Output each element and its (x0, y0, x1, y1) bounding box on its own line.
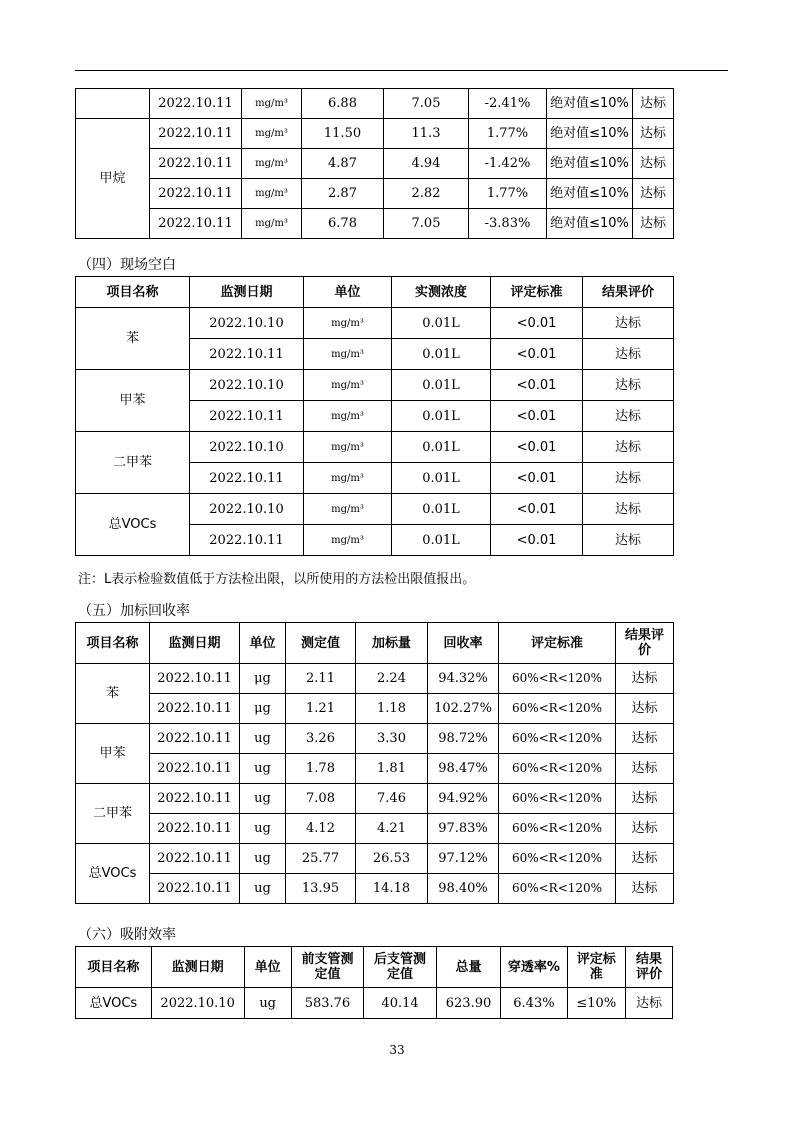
table-row (76, 664, 674, 694)
section-title: （五）加标回收率 (78, 603, 190, 619)
recovery-cell: 98.72% (428, 724, 499, 754)
unit-cell: ug (240, 724, 286, 754)
result-cell: 达标 (583, 308, 674, 339)
column-header: 项目名称 (76, 277, 190, 308)
date-cell: 2022.10.10 (190, 432, 304, 463)
value-cell: 2.82 (384, 179, 469, 209)
result-cell: 达标 (625, 988, 672, 1019)
value-cell: 2.87 (302, 179, 384, 209)
item-name-cell: 总VOCs (76, 844, 150, 904)
value-cell: 0.01L (392, 401, 491, 432)
value-cell: 0.01L (392, 463, 491, 494)
total-cell: 623.90 (436, 988, 500, 1019)
table-row (76, 308, 674, 339)
unit-cell: mg/m³ (304, 370, 392, 401)
spike-cell: 4.21 (356, 814, 428, 844)
date-cell: 2022.10.11 (190, 525, 304, 556)
result-cell: 达标 (583, 525, 674, 556)
result-cell: 达标 (616, 724, 674, 754)
column-header: 评定标准 (567, 947, 625, 988)
standard-cell: 60%<R<120% (499, 694, 616, 724)
column-header: 穿透率% (501, 947, 567, 988)
relative-deviation-cell: -1.42% (469, 149, 547, 179)
measured-cell: 25.77 (286, 844, 356, 874)
unit-cell: mg/m³ (304, 463, 392, 494)
table-row (76, 209, 674, 239)
table-row (76, 119, 674, 149)
result-cell: 达标 (633, 119, 674, 149)
unit-cell: ug (240, 784, 286, 814)
parallel-sample-table (75, 88, 674, 239)
date-cell: 2022.10.11 (150, 209, 242, 239)
result-cell: 达标 (633, 89, 674, 119)
result-cell: 达标 (583, 339, 674, 370)
date-cell: 2022.10.11 (150, 149, 242, 179)
item-name-cell: 甲苯 (76, 724, 150, 784)
table-row (76, 89, 674, 119)
recovery-cell: 102.27% (428, 694, 499, 724)
result-cell: 达标 (633, 149, 674, 179)
date-cell: 2022.10.11 (150, 89, 242, 119)
table-row (76, 844, 674, 874)
column-header: 回收率 (428, 623, 499, 664)
unit-cell: mg/m³ (304, 401, 392, 432)
item-name-cell: 二甲苯 (76, 784, 150, 844)
unit-cell: ug (240, 874, 286, 904)
table-row (76, 149, 674, 179)
result-cell: 达标 (583, 494, 674, 525)
date-cell: 2022.10.10 (190, 370, 304, 401)
measured-cell: 7.08 (286, 784, 356, 814)
column-header: 监测日期 (190, 277, 304, 308)
result-cell: 达标 (633, 179, 674, 209)
value-cell: 6.88 (302, 89, 384, 119)
unit-cell: ug (240, 814, 286, 844)
value-cell: 0.01L (392, 308, 491, 339)
table-header-row (76, 947, 673, 988)
table-row (76, 370, 674, 401)
recovery-cell: 94.32% (428, 664, 499, 694)
column-header: 项目名称 (76, 947, 152, 988)
column-header: 前支管测定值 (291, 947, 364, 988)
item-name-cell: 二甲苯 (76, 432, 190, 494)
table-row (76, 814, 674, 844)
table-row (76, 784, 674, 814)
value-cell: 0.01L (392, 339, 491, 370)
measured-cell: 3.26 (286, 724, 356, 754)
date-cell: 2022.10.10 (190, 494, 304, 525)
value-cell: 0.01L (392, 494, 491, 525)
date-cell: 2022.10.11 (150, 119, 242, 149)
measured-cell: 1.78 (286, 754, 356, 784)
unit-cell: ug (244, 988, 291, 1019)
recovery-cell: 97.83% (428, 814, 499, 844)
table-note: 注：L表示检验数值低于方法检出限，以所使用的方法检出限值报出。 (78, 572, 476, 587)
item-name-cell (76, 89, 150, 119)
column-header: 评定标准 (491, 277, 583, 308)
spike-cell: 1.18 (356, 694, 428, 724)
measured-cell: 13.95 (286, 874, 356, 904)
spike-cell: 3.30 (356, 724, 428, 754)
date-cell: 2022.10.10 (190, 308, 304, 339)
spike-cell: 14.18 (356, 874, 428, 904)
standard-cell: <0.01 (491, 525, 583, 556)
date-cell: 2022.10.11 (190, 463, 304, 494)
column-header: 总量 (436, 947, 500, 988)
front-tube-cell: 583.76 (291, 988, 364, 1019)
table-row (76, 494, 674, 525)
page-number: 33 (389, 1043, 405, 1057)
unit-cell: mg/m³ (242, 119, 302, 149)
recovery-cell: 94.92% (428, 784, 499, 814)
date-cell: 2022.10.11 (150, 844, 240, 874)
item-name-cell: 苯 (76, 308, 190, 370)
value-cell: 11.3 (384, 119, 469, 149)
result-cell: 达标 (583, 401, 674, 432)
value-cell: 7.05 (384, 209, 469, 239)
spike-cell: 1.81 (356, 754, 428, 784)
standard-cell: <0.01 (491, 494, 583, 525)
recovery-cell: 98.40% (428, 874, 499, 904)
column-header: 评定标准 (499, 623, 616, 664)
value-cell: 4.87 (302, 149, 384, 179)
measured-cell: 1.21 (286, 694, 356, 724)
value-cell: 0.01L (392, 370, 491, 401)
column-header: 项目名称 (76, 623, 150, 664)
unit-cell: μg (240, 694, 286, 724)
item-name-cell: 总VOCs (76, 494, 190, 556)
unit-cell: mg/m³ (304, 308, 392, 339)
penetration-cell: 6.43% (501, 988, 567, 1019)
relative-deviation-cell: -3.83% (469, 209, 547, 239)
date-cell: 2022.10.11 (150, 664, 240, 694)
spike-cell: 26.53 (356, 844, 428, 874)
table-header-row (76, 623, 674, 664)
standard-cell: 绝对值≤10% (547, 149, 633, 179)
column-header: 加标量 (356, 623, 428, 664)
unit-cell: ug (240, 754, 286, 784)
date-cell: 2022.10.11 (150, 814, 240, 844)
table-row (76, 694, 674, 724)
value-cell: 0.01L (392, 525, 491, 556)
result-cell: 达标 (633, 209, 674, 239)
standard-cell: <0.01 (491, 463, 583, 494)
header-rule (75, 70, 728, 71)
unit-cell: mg/m³ (304, 494, 392, 525)
unit-cell: μg (240, 664, 286, 694)
standard-cell: 60%<R<120% (499, 724, 616, 754)
date-cell: 2022.10.11 (150, 754, 240, 784)
standard-cell: <0.01 (491, 432, 583, 463)
table-row (76, 874, 674, 904)
item-name-cell: 总VOCs (76, 988, 152, 1019)
column-header: 后支管测定值 (364, 947, 437, 988)
date-cell: 2022.10.11 (150, 784, 240, 814)
back-tube-cell: 40.14 (364, 988, 437, 1019)
relative-deviation-cell: 1.77% (469, 179, 547, 209)
column-header: 实测浓度 (392, 277, 491, 308)
recovery-cell: 98.47% (428, 754, 499, 784)
field-blank-table (75, 276, 674, 556)
table-row (76, 988, 673, 1019)
unit-cell: mg/m³ (242, 179, 302, 209)
result-cell: 达标 (616, 844, 674, 874)
result-cell: 达标 (616, 754, 674, 784)
item-name-cell: 苯 (76, 664, 150, 724)
column-header: 单位 (240, 623, 286, 664)
table-row (76, 754, 674, 784)
result-cell: 达标 (616, 784, 674, 814)
result-cell: 达标 (616, 664, 674, 694)
standard-cell: 60%<R<120% (499, 814, 616, 844)
column-header: 单位 (304, 277, 392, 308)
unit-cell: mg/m³ (304, 432, 392, 463)
value-cell: 7.05 (384, 89, 469, 119)
table-row (76, 724, 674, 754)
standard-cell: 绝对值≤10% (547, 89, 633, 119)
column-header: 监测日期 (151, 947, 244, 988)
standard-cell: <0.01 (491, 308, 583, 339)
value-cell: 0.01L (392, 432, 491, 463)
unit-cell: mg/m³ (242, 149, 302, 179)
date-cell: 2022.10.11 (190, 401, 304, 432)
relative-deviation-cell: 1.77% (469, 119, 547, 149)
spike-recovery-table (75, 622, 674, 904)
measured-cell: 4.12 (286, 814, 356, 844)
column-header: 结果评价 (625, 947, 672, 988)
date-cell: 2022.10.11 (150, 179, 242, 209)
standard-cell: <0.01 (491, 339, 583, 370)
standard-cell: 60%<R<120% (499, 664, 616, 694)
unit-cell: mg/m³ (304, 339, 392, 370)
relative-deviation-cell: -2.41% (469, 89, 547, 119)
column-header: 监测日期 (150, 623, 240, 664)
result-cell: 达标 (583, 432, 674, 463)
column-header: 结果评价 (616, 623, 674, 664)
item-name-cell: 甲烷 (76, 119, 150, 239)
column-header: 单位 (244, 947, 291, 988)
spike-cell: 7.46 (356, 784, 428, 814)
standard-cell: 60%<R<120% (499, 844, 616, 874)
standard-cell: <0.01 (491, 401, 583, 432)
result-cell: 达标 (583, 370, 674, 401)
standard-cell: 绝对值≤10% (547, 209, 633, 239)
standard-cell: 绝对值≤10% (547, 119, 633, 149)
table-row (76, 179, 674, 209)
standard-cell: ≤10% (567, 988, 625, 1019)
table-row (76, 432, 674, 463)
date-cell: 2022.10.11 (190, 339, 304, 370)
result-cell: 达标 (583, 463, 674, 494)
section-title: （六）吸附效率 (78, 927, 176, 943)
item-name-cell: 甲苯 (76, 370, 190, 432)
adsorption-efficiency-table (75, 946, 673, 1019)
value-cell: 4.94 (384, 149, 469, 179)
unit-cell: mg/m³ (304, 525, 392, 556)
value-cell: 6.78 (302, 209, 384, 239)
result-cell: 达标 (616, 814, 674, 844)
result-cell: 达标 (616, 874, 674, 904)
standard-cell: 60%<R<120% (499, 754, 616, 784)
measured-cell: 2.11 (286, 664, 356, 694)
recovery-cell: 97.12% (428, 844, 499, 874)
section-title: （四）现场空白 (78, 257, 176, 273)
date-cell: 2022.10.10 (151, 988, 244, 1019)
column-header: 测定值 (286, 623, 356, 664)
date-cell: 2022.10.11 (150, 724, 240, 754)
standard-cell: 60%<R<120% (499, 784, 616, 814)
unit-cell: mg/m³ (242, 209, 302, 239)
standard-cell: <0.01 (491, 370, 583, 401)
column-header: 结果评价 (583, 277, 674, 308)
value-cell: 11.50 (302, 119, 384, 149)
date-cell: 2022.10.11 (150, 874, 240, 904)
table-header-row (76, 277, 674, 308)
spike-cell: 2.24 (356, 664, 428, 694)
standard-cell: 绝对值≤10% (547, 179, 633, 209)
result-cell: 达标 (616, 694, 674, 724)
date-cell: 2022.10.11 (150, 694, 240, 724)
unit-cell: ug (240, 844, 286, 874)
standard-cell: 60%<R<120% (499, 874, 616, 904)
unit-cell: mg/m³ (242, 89, 302, 119)
